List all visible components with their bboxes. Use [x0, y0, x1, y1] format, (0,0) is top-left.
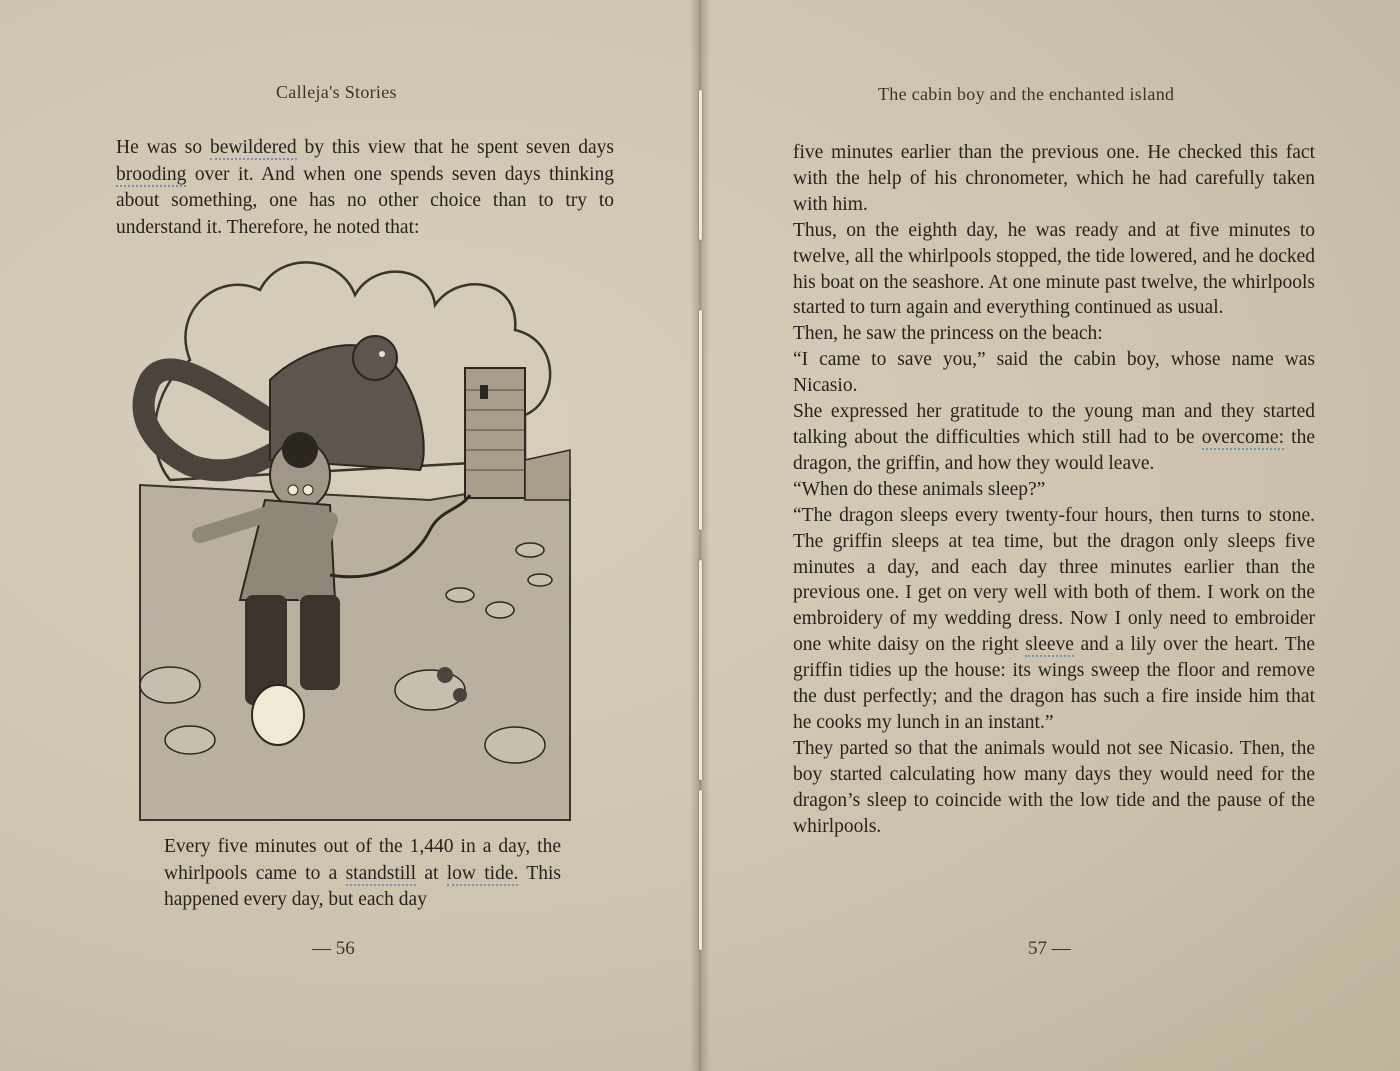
paragraph [793, 140, 1315, 218]
paragraph [793, 218, 1315, 322]
page-number-right: 57 — [1028, 938, 1071, 959]
left-bottom-text [164, 834, 561, 914]
text-run: “The dragon sleeps every twenty-four hours, then turns to stone. The griffin sleeps at tea time, but the dragon only sleeps five minutes a day, and each day three minutes earlier than the previous one. I get on very well with both of them. I work on the embroidery of my wedding dress. Now I only need to embroider one white daisy on the right [793, 504, 1315, 656]
glossary-word[interactable]: overcome: [1201, 426, 1284, 448]
text-run: “When do these animals sleep?” [793, 478, 1046, 500]
glossary-word[interactable]: sleeve [1025, 634, 1074, 656]
text-run: Thus, on the eighth day, he was ready and at five minutes to twelve, all the whirlpools stopped, the tide lowered, and he docked his boat on the seashore. At one minute past twelve, the whirlpools started to turn again and everything continued as usual. [793, 219, 1315, 319]
left-top-text [116, 135, 614, 241]
text-run: Then, he saw the princess on the beach: [793, 323, 1103, 345]
text-run: five minutes earlier than the previous one. He checked this fact with the help of his chronometer, which he had carefully taken with him. [793, 142, 1315, 215]
text-run: This happened every day, but each day [164, 862, 561, 910]
text-run: They parted so that the animals would not see Nicasio. Then, the boy started calculating how many days they would need for the dragon’s sleep to coincide with the low tide and the pause of the whirlpools. [793, 737, 1315, 837]
glossary-word[interactable]: bewildered [209, 137, 297, 158]
running-head-left: Calleja's Stories [276, 82, 397, 102]
text-run: “I came to save you,” said the cabin boy, whose name was Nicasio. [793, 349, 1315, 397]
paragraph [793, 347, 1315, 399]
right-body-text [793, 140, 1315, 839]
text-run: and a lily over the heart. The griffin tidies up the house: its wings sweep the floor and remove the dust perfectly; and the dragon has such a fire inside him that he cooks my lunch in an instant.” [793, 634, 1315, 733]
glossary-word[interactable]: brooding [116, 163, 187, 185]
left-page [0, 0, 698, 1071]
text-run: Every five minutes out of the 1,440 in a day, the whirlpools came to a [164, 836, 561, 884]
text-run: by this view that he spent seven days [296, 137, 615, 158]
paragraph [793, 477, 1315, 503]
text-run: over it. And when one spends seven days thinking about something, one has no other choice than to try to understand it. Therefore, he noted that: [116, 163, 614, 238]
dragon-illustration [130, 250, 600, 825]
paragraph [793, 399, 1315, 477]
right-page [702, 0, 1400, 1071]
paragraph [793, 736, 1315, 840]
text-run: at [416, 862, 447, 884]
text-run: He was so [116, 137, 210, 158]
text-run: She expressed her gratitude to the young man and they started talking about the difficulties which still had to be [793, 401, 1315, 448]
paragraph [793, 503, 1315, 736]
glossary-word[interactable]: low tide. [446, 862, 519, 884]
paragraph [793, 321, 1315, 347]
glossary-word[interactable]: standstill [345, 862, 417, 884]
running-head-right: The cabin boy and the enchanted island [878, 84, 1175, 104]
text-run: the dragon, the griffin, and how they would leave. [793, 426, 1315, 474]
page-number-left: — 56 [312, 938, 355, 959]
